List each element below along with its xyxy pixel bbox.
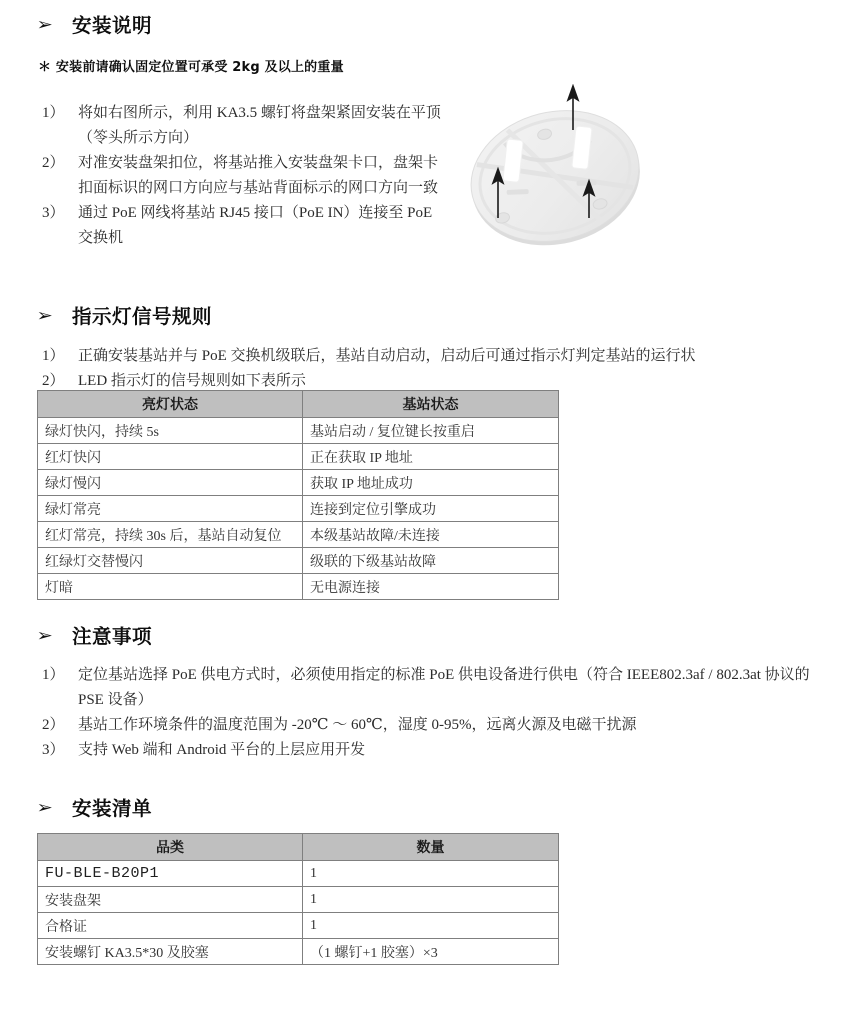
- table-header-row: [38, 391, 559, 418]
- table-row: [38, 887, 559, 913]
- list-item-number: 1）: [42, 348, 65, 364]
- cell-item-name: 安装盘架: [38, 887, 303, 913]
- section-heading-notice: [38, 625, 152, 648]
- mounting-bracket-diagram: [452, 84, 658, 264]
- led-signal-table: [37, 390, 559, 600]
- section-heading-install: [38, 14, 152, 37]
- list-item: [38, 151, 458, 201]
- cell-led-state: 绿灯常亮: [38, 496, 303, 522]
- install-weight-note: ＊ 安装前请确认固定位置可承受 2kg 及以上的重量: [38, 60, 344, 75]
- cell-item-name: FU-BLE-B20P1: [38, 861, 303, 887]
- list-item: [38, 201, 458, 251]
- section-title-install: 安装说明: [72, 14, 153, 37]
- column-header-led-state: 亮灯状态: [38, 391, 303, 418]
- list-item: [38, 101, 458, 151]
- table-row: [38, 522, 559, 548]
- section-heading-packing: [38, 797, 152, 820]
- table-header-row: [38, 834, 559, 861]
- list-item-number: 2）: [42, 155, 65, 171]
- cell-item-qty: 1: [303, 861, 559, 887]
- cell-led-state: 绿灯快闪，持续 5s: [38, 418, 303, 444]
- arrow-bullet-icon: ➢: [36, 798, 53, 819]
- column-header-item: 品类: [38, 834, 303, 861]
- led-intro-list: [38, 344, 828, 394]
- list-item-text: LED 指示灯的信号规则如下表所示: [78, 373, 306, 389]
- arrow-bullet-icon: ➢: [36, 626, 53, 647]
- list-item-text: 支持 Web 端和 Android 平台的上层应用开发: [78, 742, 366, 758]
- cell-station-state: 级联的下级基站故障: [303, 548, 559, 574]
- list-item-number: 2）: [42, 717, 65, 733]
- cell-item-name: 合格证: [38, 913, 303, 939]
- notice-list: [38, 663, 828, 763]
- list-item: [38, 713, 828, 738]
- section-title-notice: 注意事项: [72, 625, 153, 648]
- list-item-number: 3）: [42, 205, 65, 221]
- packing-list-table: [37, 833, 559, 965]
- cell-led-state: 绿灯慢闪: [38, 470, 303, 496]
- cell-item-qty: 1: [303, 887, 559, 913]
- arrow-bullet-icon: ➢: [36, 15, 53, 36]
- list-item-text: 正确安装基站并与 PoE 交换机级联后，基站自动启动，启动后可通过指示灯判定基站的运行状: [78, 348, 696, 364]
- cell-led-state: 红绿灯交替慢闪: [38, 548, 303, 574]
- cell-item-qty: （1 螺钉+1 胶塞）×3: [303, 939, 559, 965]
- table-row: [38, 913, 559, 939]
- cell-station-state: 连接到定位引擎成功: [303, 496, 559, 522]
- list-item: [38, 738, 828, 763]
- install-steps-list: [38, 101, 458, 251]
- table-row: [38, 470, 559, 496]
- cell-station-state: 本级基站故障/未连接: [303, 522, 559, 548]
- section-title-packing: 安装清单: [72, 797, 153, 820]
- list-item-number: 3）: [42, 742, 65, 758]
- table-row: [38, 444, 559, 470]
- list-item-text: 定位基站选择 PoE 供电方式时，必须使用指定的标准 PoE 供电设备进行供电（符合 IEEE802.3af / 802.3at 协议的 PSE 设备）: [78, 667, 810, 708]
- section-title-led: 指示灯信号规则: [72, 305, 213, 328]
- cell-led-state: 灯暗: [38, 574, 303, 600]
- column-header-station-state: 基站状态: [303, 391, 559, 418]
- cell-station-state: 基站启动 / 复位键长按重启: [303, 418, 559, 444]
- list-item: [38, 663, 828, 713]
- cell-item-name: 安装螺钉 KA3.5*30 及胶塞: [38, 939, 303, 965]
- table-row: [38, 574, 559, 600]
- section-heading-led: [38, 305, 212, 328]
- list-item-number: 1）: [42, 667, 65, 683]
- table-row: [38, 861, 559, 887]
- cell-led-state: 红灯常亮，持续 30s 后，基站自动复位: [38, 522, 303, 548]
- cell-station-state: 获取 IP 地址成功: [303, 470, 559, 496]
- cell-item-qty: 1: [303, 913, 559, 939]
- list-item-text: 将如右图所示，利用 KA3.5 螺钉将盘架紧固安装在平顶（笭头所示方向）: [78, 105, 441, 146]
- table-row: [38, 939, 559, 965]
- column-header-quantity: 数量: [303, 834, 559, 861]
- list-item-number: 2）: [42, 373, 65, 389]
- arrow-bullet-icon: ➢: [36, 306, 53, 327]
- table-row: [38, 496, 559, 522]
- cell-station-state: 无电源连接: [303, 574, 559, 600]
- cell-led-state: 红灯快闪: [38, 444, 303, 470]
- list-item-text: 通过 PoE 网线将基站 RJ45 接口（PoE IN）连接至 PoE 交换机: [78, 205, 433, 246]
- list-item-text: 对准安装盘架扣位，将基站推入安装盘架卡口，盘架卡扣面标识的网口方向应与基站背面标示的网口方向一致: [78, 155, 439, 196]
- cell-station-state: 正在获取 IP 地址: [303, 444, 559, 470]
- table-row: [38, 548, 559, 574]
- table-row: [38, 418, 559, 444]
- list-item: [38, 344, 828, 369]
- list-item-number: 1）: [42, 105, 65, 121]
- list-item-text: 基站工作环境条件的温度范围为 -20℃ ～ 60℃，湿度 0-95%，远离火源及电磁干扰源: [78, 717, 637, 733]
